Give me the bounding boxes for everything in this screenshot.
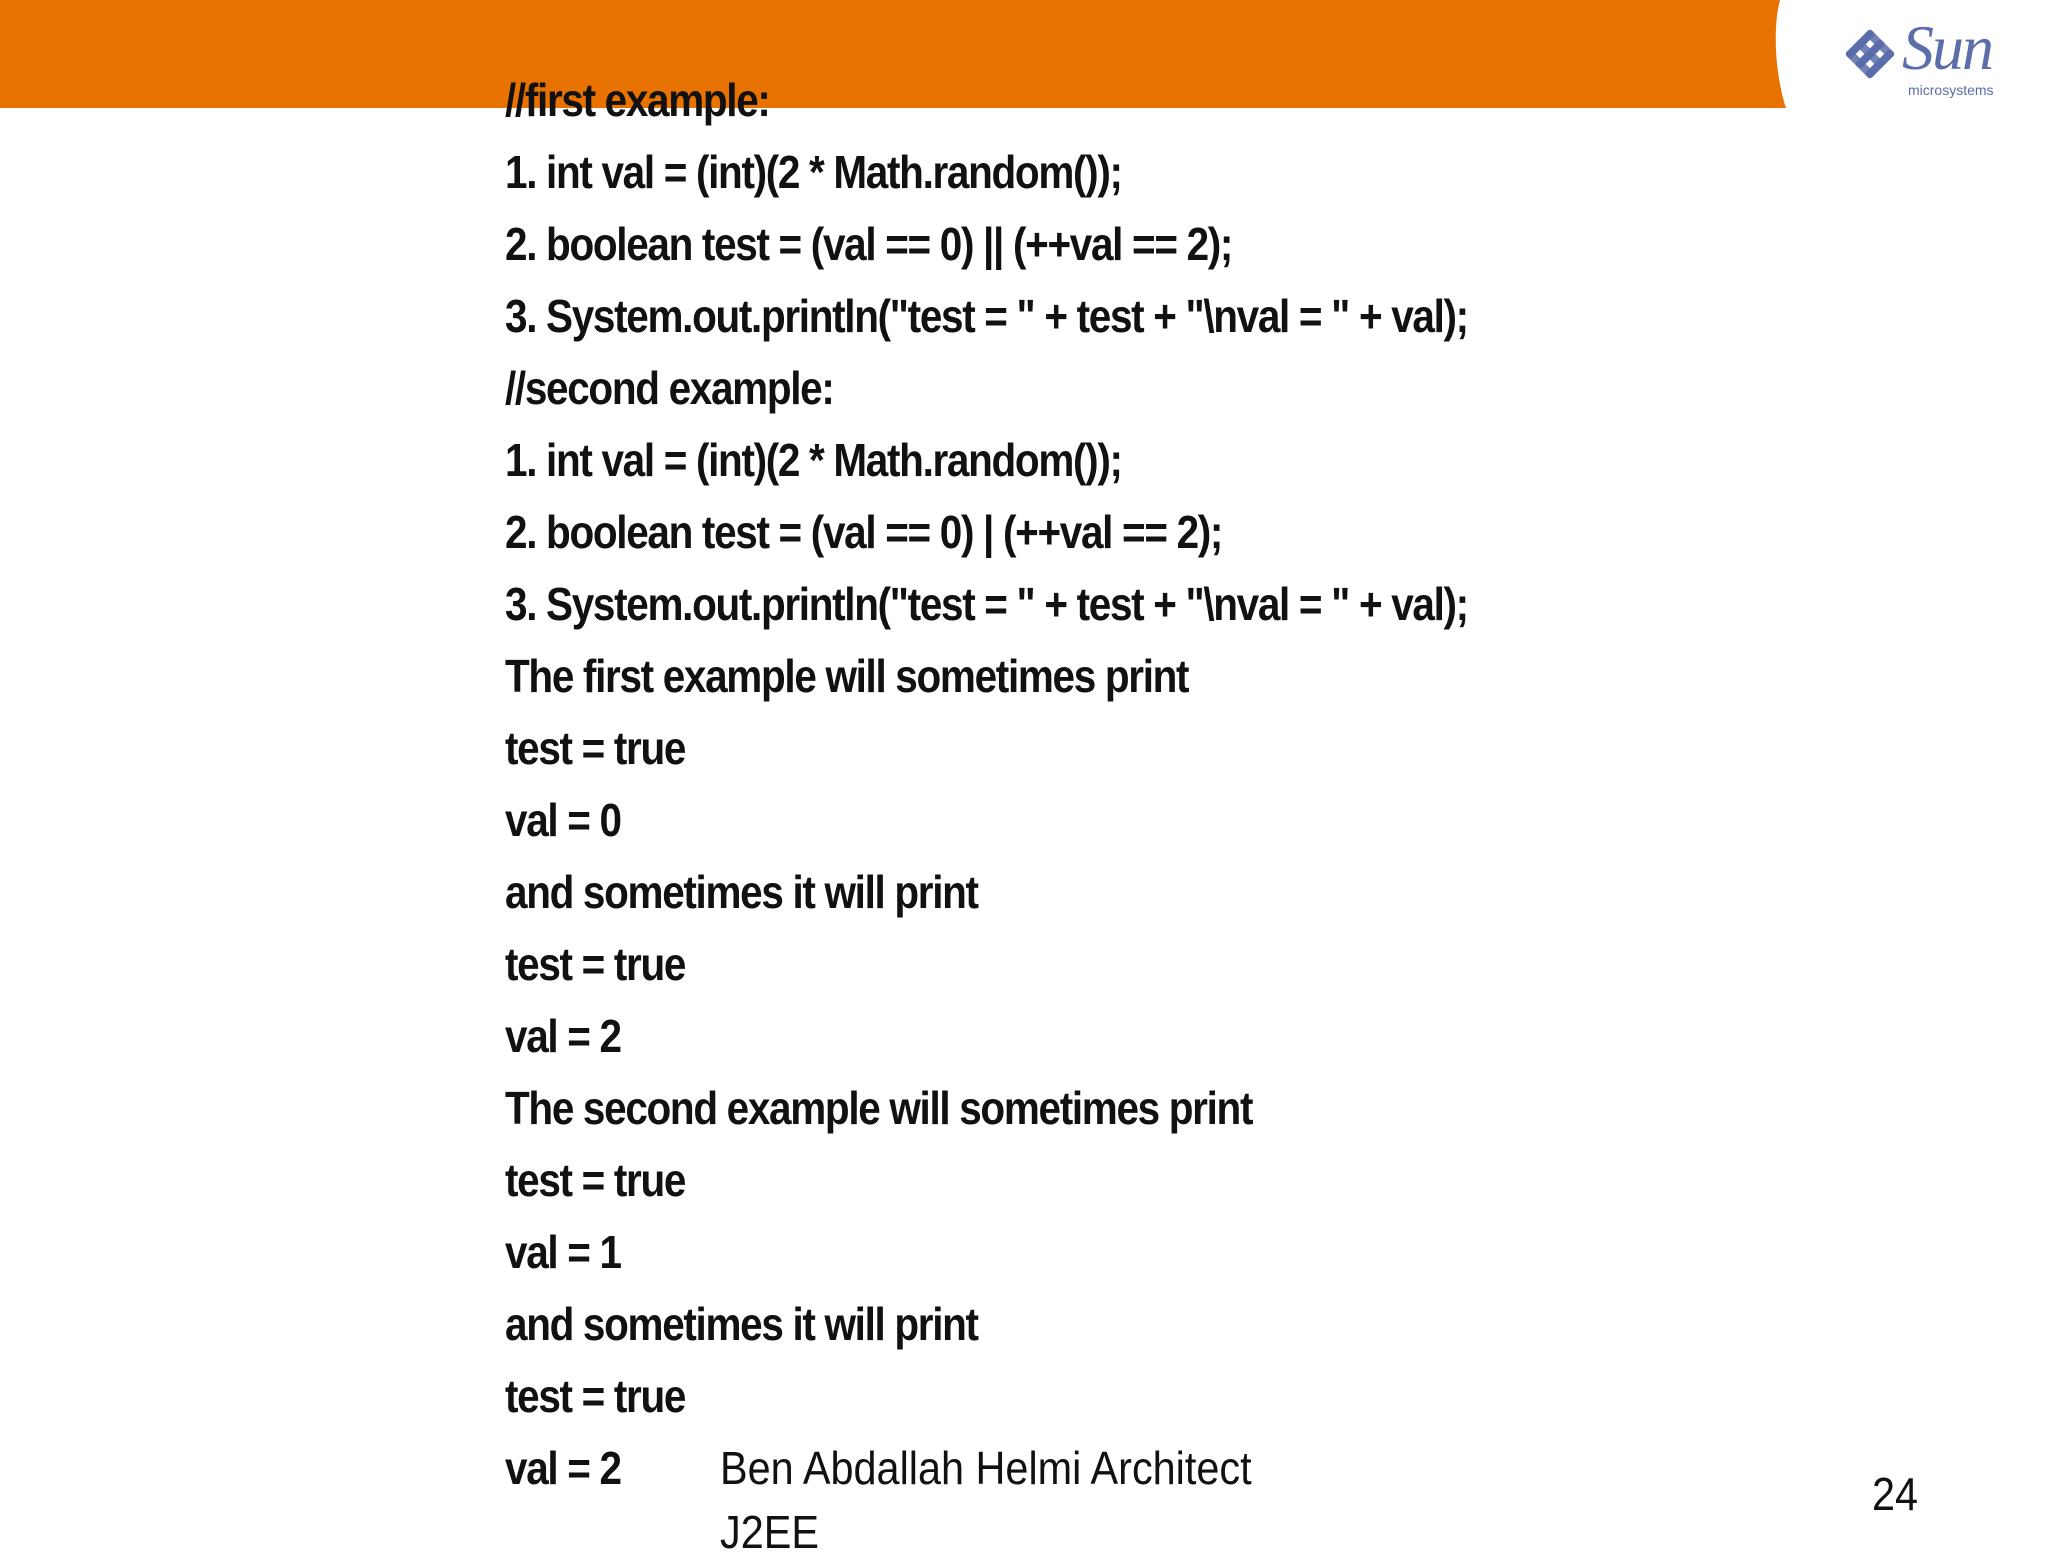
code-line: 2. boolean test = (val == 0) | (++val == 2); xyxy=(505,506,1223,558)
code-line: 2. boolean test = (val == 0) || (++val == 2); xyxy=(505,218,1233,270)
sun-logo xyxy=(1838,14,2008,106)
sun-diamond-logo-icon xyxy=(1838,22,1902,86)
output-line: test = true xyxy=(505,1154,686,1206)
explanation-line: The first example will sometimes print xyxy=(505,650,1189,702)
code-line: 3. System.out.println("test = " + test + "\nval = " + val); xyxy=(505,578,1468,630)
footer-author: Ben Abdallah Helmi Architect J2EE xyxy=(720,1442,1252,1558)
output-line: test = true xyxy=(505,722,686,774)
explanation-line: and sometimes it will print xyxy=(505,1298,978,1350)
slide-body xyxy=(505,64,1599,1504)
code-comment-line: //first example: xyxy=(505,74,770,126)
code-line: 3. System.out.println("test = " + test + "\nval = " + val); xyxy=(505,290,1468,342)
explanation-line: The second example will sometimes print xyxy=(505,1082,1253,1134)
logo-subtitle: microsystems xyxy=(1908,82,1994,98)
output-line: val = 0 xyxy=(505,794,621,846)
code-line: 1. int val = (int)(2 * Math.random()); xyxy=(505,434,1122,486)
output-line: val = 2 xyxy=(505,1442,621,1494)
page-number: 24 xyxy=(1872,1468,1919,1520)
explanation-line: and sometimes it will print xyxy=(505,866,978,918)
code-comment-line: //second example: xyxy=(505,362,834,414)
output-line: test = true xyxy=(505,1370,686,1422)
output-line: val = 2 xyxy=(505,1010,621,1062)
code-line: 1. int val = (int)(2 * Math.random()); xyxy=(505,146,1122,198)
output-line: test = true xyxy=(505,938,686,990)
output-line: val = 1 xyxy=(505,1226,621,1278)
logo-wordmark: Sun xyxy=(1902,12,1992,83)
